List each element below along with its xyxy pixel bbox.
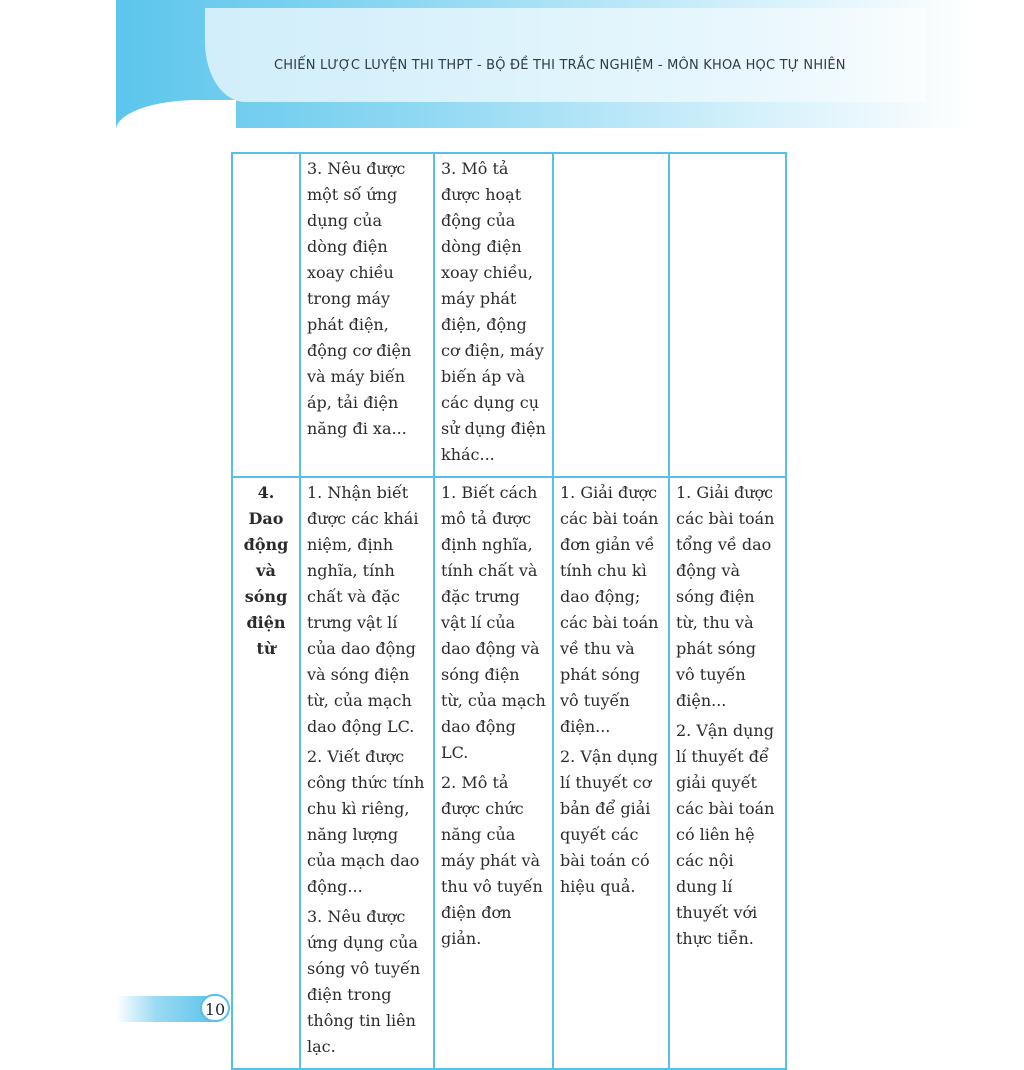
cell-item: 1. Giải được các bài toán đơn giản về tính chu kì dao động; các bài toán về thu và phát sóng vô tuyến điện... — [560, 483, 659, 736]
running-header-title: CHIẾN LƯỢC LUYỆN THI THPT - BỘ ĐỀ THI TRẮC NGHIỆM - MÔN KHOA HỌC TỰ NHIÊN — [274, 58, 846, 73]
cell-item: 3. Nêu được một số ứng dụng của dòng điện xoay chiều trong máy phát điện, động cơ điện và máy biến áp, tải điện năng đi xa... — [307, 159, 412, 438]
table-cell — [300, 153, 434, 477]
page-number: 10 — [200, 994, 230, 1022]
cell-item: 3. Nêu được ứng dụng của sóng vô tuyến điện trong thông tin liên lạc. — [307, 907, 421, 1056]
table-cell — [669, 477, 786, 1069]
table-cell — [553, 153, 669, 477]
topic-cell — [232, 477, 300, 1069]
topic-label: 4. Dao động và sóng điện từ — [243, 483, 289, 658]
cell-item: 1. Biết cách mô tả được định nghĩa, tính chất và đặc trưng vật lí của dao động và sóng điện từ, của mạch dao động LC. — [441, 483, 546, 762]
table-row — [232, 153, 786, 477]
table-cell — [434, 153, 553, 477]
table-cell — [434, 477, 553, 1069]
cell-item: 2. Vận dụng lí thuyết cơ bản để giải quyết các bài toán có hiệu quả. — [560, 747, 658, 896]
cell-item: 1. Giải được các bài toán tổng về dao động và sóng điện từ, thu và phát sóng vô tuyến điện... — [676, 483, 775, 710]
table-row — [232, 477, 786, 1069]
topic-cell — [232, 153, 300, 477]
cell-item: 3. Mô tả được hoạt động của dòng điện xoay chiều, máy phát điện, động cơ điện, máy biến áp và các dụng cụ sử dụng điện khác... — [441, 159, 546, 464]
table-cell — [669, 153, 786, 477]
table-cell — [553, 477, 669, 1069]
cell-item: 2. Viết được công thức tính chu kì riêng, năng lượng của mạch dao động... — [307, 747, 425, 896]
cell-item: 2. Vận dụng lí thuyết để giải quyết các bài toán có liên hệ các nội dung lí thuyết với thực tiễn. — [676, 721, 775, 948]
header-highlight — [205, 8, 925, 102]
curriculum-table — [231, 152, 787, 1070]
table-cell — [300, 477, 434, 1069]
cell-item: 2. Mô tả được chức năng của máy phát và thu vô tuyến điện đơn giản. — [441, 773, 543, 948]
cell-item: 1. Nhận biết được các khái niệm, định nghĩa, tính chất và đặc trưng vật lí của dao động và sóng điện từ, của mạch dao động LC. — [307, 483, 419, 736]
